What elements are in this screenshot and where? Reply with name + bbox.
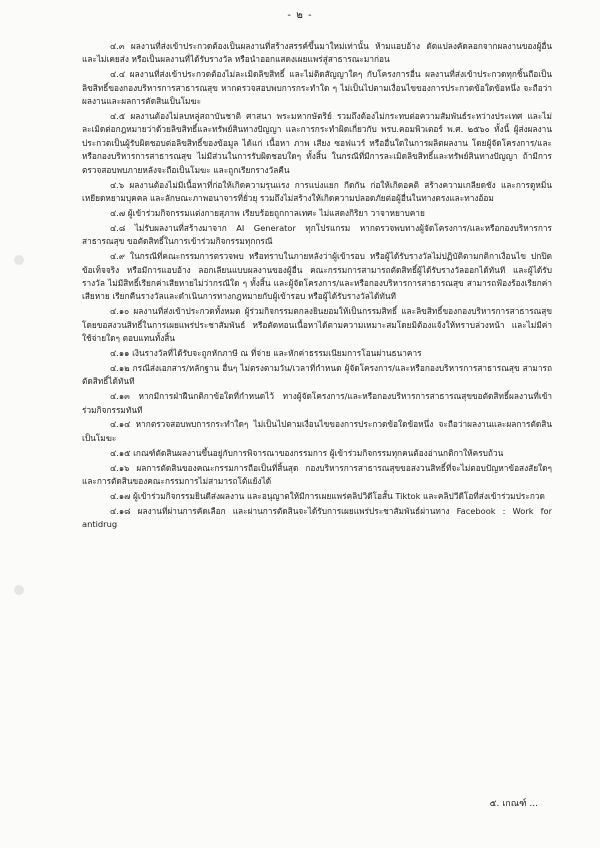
punch-hole-mark <box>14 585 24 595</box>
condition-4-10: ๔.๑๐ ผลงานที่ส่งเข้าประกวดทั้งหมด ผู้ร่วมกิจกรรมตกลงยินยอมให้เป็นกรรมสิทธิ์ และลิขสิทธิ์ของกองบริหารการสาธารณสุข โดยขอสงวนสิทธิ์ในการเผยแพร่ประชาสัมพันธ์ หรือตัดทอนเนื้อหาได้ตามความเหมาะสมโดยมิต้องแจ้งให้ทราบล่วงหน้า และไม่มีค่าใช้จ่ายใดๆ ตอบแทนทั้งสิ้น <box>82 306 552 344</box>
condition-4-11: ๔.๑๑ เงินรางวัลที่ได้รับจะถูกหักภาษี ณ ที่จ่าย และหักค่าธรรมเนียมการโอนผ่านธนาคาร <box>110 347 422 358</box>
punch-hole-mark <box>14 255 24 265</box>
condition-4-16: ๔.๑๖ ผลการตัดสินของคณะกรรมการถือเป็นที่สิ้นสุด กองบริหารการสาธารณสุขขอสงวนสิทธิ์ที่จะไม่ตอบปัญหาข้อสงสัยใดๆ และการตัดสินของคณะกรรมการไม่สามารถโต้แย้งได้ <box>82 462 552 487</box>
condition-4-6: ๔.๖ ผลงานต้องไม่มีเนื้อหาที่ก่อให้เกิดความรุนแรง การแบ่งแยก กีดกัน ก่อให้เกิดอคติ สร้างความเกลียดชัง และการดูหมิ่นเหยียดหยามบุคคล และลักษณะภาพอนาจารที่ยั่วยุ รวมถึงไม่สร้างให้เกิดความปลอดภัยต่อผู้อื่นในทางตรงและทางอ้อม <box>82 179 552 203</box>
page-number: - ๒ - <box>287 10 313 21</box>
continuation-marker: ๕. เกณฑ์ ... <box>489 799 538 809</box>
condition-4-5: ๔.๕ ผลงานต้องไม่ลบหลู่สถาบันชาติ ศาสนา พระมหากษัตริย์ รวมถึงต้องไม่กระทบต่อความสัมพันธ์ระหว่างประเทศ และไม่ละเมิดต่อกฎหมายว่าด้วยลิขสิทธิ์และทรัพย์สินทางปัญญา และการกระทำผิดเกี่ยวกับ พรบ.คอมพิวเตอร์ พ.ศ. ๒๕๖๐ ทั้งนี้ ผู้ส่งผลงานประกวดเป็นผู้รับผิดชอบต่อลิขสิทธิ์ของข้อมูล ได้แก่ เนื้อหา ภาพ เสียง ซอฟแวร์ หรืออื่นใดในการผลิตผลงาน โดยผู้จัดโครงการ/และหรือกองบริหารการสาธารณสุข ไม่มีส่วนในการรับผิดชอบใดๆ ทั้งสิ้น ในกรณีที่มีการละเมิดลิขสิทธิ์และทรัพย์สินทางปัญญา ถ้ามีการตรวจสอบพบภายหลังจะถือเป็นโมฆะ และถูกเรียกรางวัลคืน <box>82 111 552 175</box>
condition-4-14: ๔.๑๔ หากตรวจสอบพบการกระทำใดๆ ไม่เป็นไปตามเงื่อนไขของการประกวดข้อใดข้อหนึ่ง จะถือว่าผลงานและผลการตัดสินเป็นโมฆะ <box>82 419 552 443</box>
condition-4-13: ๔.๑๓ หากมีการฝ่าฝืนกติกาข้อใดที่กำหนดไว้ ทางผู้จัดโครงการ/และหรือกองบริหารการสาธารณสุขขอตัดสิทธิ์ผลงานที่เข้าร่วมกิจกรรมทันที <box>82 391 552 415</box>
condition-4-17: ๔.๑๗ ผู้เข้าร่วมกิจกรรมยินดีส่งผลงาน และอนุญาตให้มีการเผยแพร่คลิปวิดีโอสั้น Tiktok และคลิปวีดีโอที่ส่งเข้าร่วมประกวด <box>110 491 545 501</box>
condition-4-15: ๔.๑๕ เกณฑ์ตัดสินผลงานขึ้นอยู่กับการพิจารณาของกรรมการ ผู้เข้าร่วมกิจกรรมทุกคนต้องอ่านกติกาให้ครบถ้วน <box>110 447 504 458</box>
conditions-list <box>82 40 552 533</box>
condition-4-3: ๔.๓ ผลงานที่ส่งเข้าประกวดต้องเป็นผลงานที่สร้างสรรค์ขึ้นมาใหม่เท่านั้น ห้ามแอบอ้าง ดัดแปลงคัดลอกจากผลงานของผู้อื่นและไม่เคยส่ง หรือเป็นผลงานที่ได้รับรางวัล หรือนำออกแสดงเผยแพร่สู่สาธารณะมาก่อน <box>82 41 552 65</box>
condition-4-7: ๔.๗ ผู้เข้าร่วมกิจกรรมแต่งกายสุภาพ เรียบร้อยถูกกาลเทศะ ไม่แสดงกิริยา วาจาหยาบคาย <box>110 207 425 218</box>
condition-4-12: ๔.๑๒ กรณีส่งเอกสาร/หลักฐาน อื่นๆ ไม่ตรงตามวัน/เวลาที่กำหนด ผู้จัดโครงการ/และหรือกองบริหารการสาธารณสุข สามารถตัดสิทธิ์ได้ทันที <box>82 362 552 387</box>
condition-4-18: ๔.๑๘ ผลงานที่ผ่านการคัดเลือก และผ่านการตัดสินจะได้รับการเผยแพร่ประชาสัมพันธ์ผ่านทาง Facebook : Work for antidrug <box>82 505 552 530</box>
condition-4-4: ๔.๔ ผลงานที่ส่งเข้าประกวดต้องไม่ละเมิดลิขสิทธิ์ และไม่ติดสัญญาใดๆ กับโครงการอื่น ผลงานที่ส่งเข้าประกวดทุกชิ้นถือเป็นลิขสิทธิ์ของกองบริหารการสาธารณสุข หากตรวจสอบพบการกระทำใด ๆ ไม่เป็นไปตามเงื่อนไขของการประกวดข้อใดข้อหนึ่ง จะถือว่าผลงานและผลการตัดสินเป็นโมฆะ <box>82 69 552 107</box>
condition-4-8: ๔.๘ ไม่รับผลงานที่สร้างมาจาก AI Generator ทุกโปรแกรม หากตรวจพบทางผู้จัดโครงการ/และหรือกองบริหารการสาธารณสุข ขอตัดสิทธิ์ในการเข้าร่วมกิจกรรมทุกกรณี <box>82 222 552 247</box>
condition-4-9: ๔.๙ ในกรณีที่คณะกรรมการตรวจพบ หรือทราบในภายหลังว่าผู้เข้ารอบ หรือผู้ได้รับรางวัลไม่ปฏิบัติตามกติกาเงื่อนไข ปกปิด ข้อเท็จจริง หรือมีการแอบอ้าง ลอกเลียนแบบผลงานของผู้อื่น คณะกรรมการสามารถตัดสิทธิ์ผู้ได้รับรางวัลออกได้ทันที และผู้ได้รับรางวัล ไม่มีสิทธิ์เรียกค่าเสียหายไม่ว่ากรณีใด ๆ ทั้งสิ้น และผู้จัดโครงการ/และหรือกองบริหารการสาธารณสุข สามารถฟ้องร้องเรียกค่าเสียหาย เรียกคืนรางวัลและดำเนินการทางกฎหมายกับผู้เข้ารอบ หรือผู้ได้รับรางวัลได้ทันที <box>82 251 552 302</box>
